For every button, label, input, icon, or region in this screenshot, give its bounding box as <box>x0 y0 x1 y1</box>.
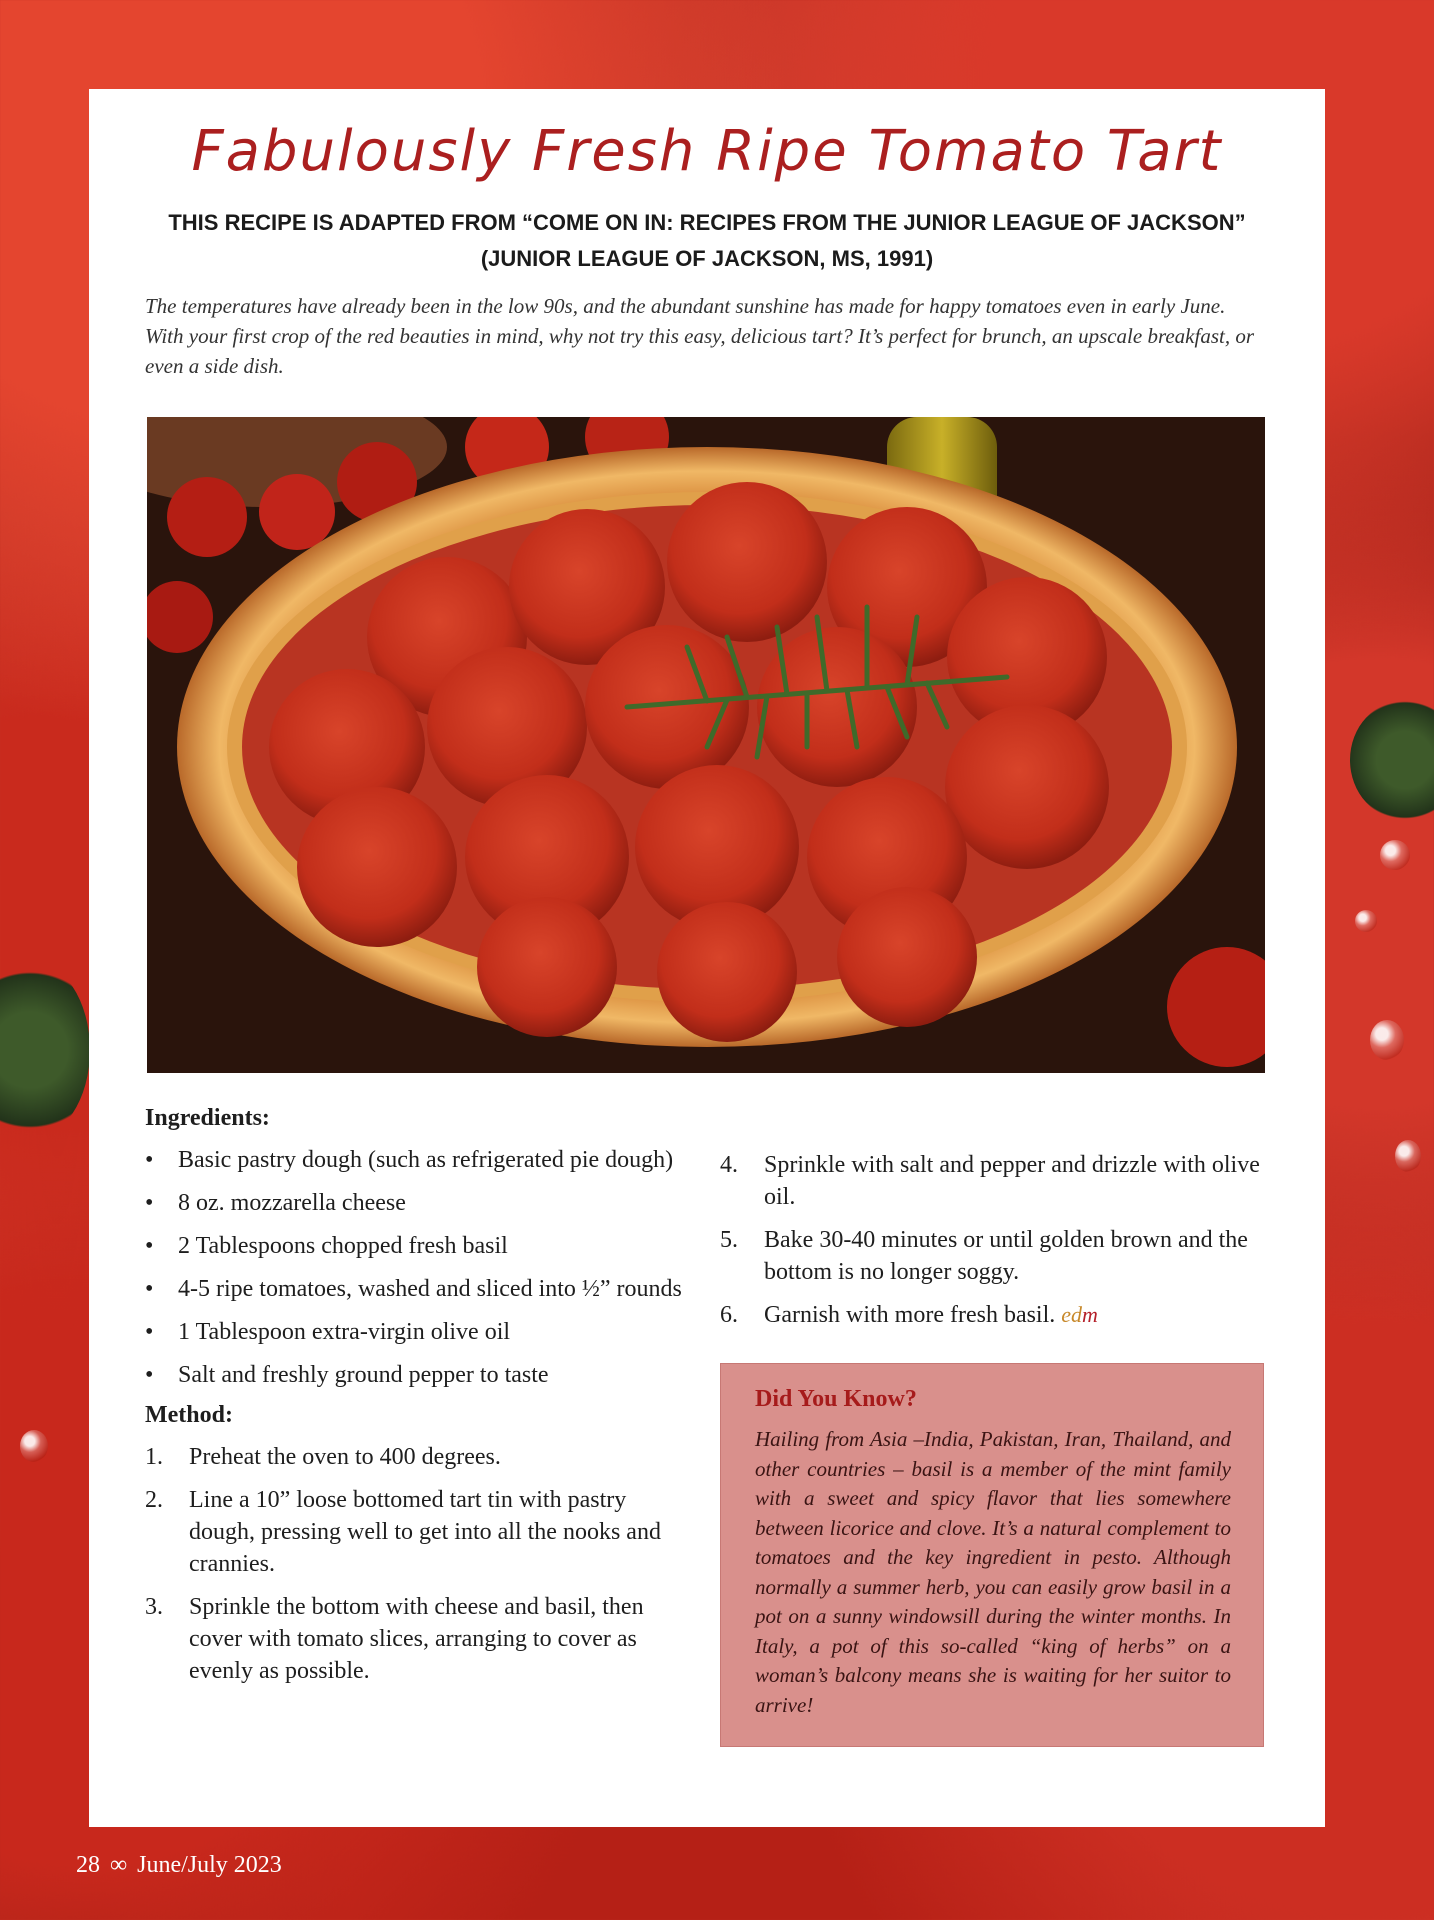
editor-signoff: edm <box>1061 1302 1098 1327</box>
bullet-icon: • <box>145 1362 154 1388</box>
ingredient-item: • 8 oz. mozzarella cheese <box>145 1187 685 1219</box>
ingredient-item: • 2 Tablespoons chopped fresh basil <box>145 1230 685 1262</box>
ingredient-item: • Basic pastry dough (such as refrigerated pie dough) <box>145 1144 685 1176</box>
background-stem-left <box>0 960 90 1140</box>
bullet-icon: • <box>145 1319 154 1345</box>
did-you-know-callout <box>720 1363 1264 1747</box>
ingredient-item: • 1 Tablespoon extra-virgin olive oil <box>145 1316 685 1348</box>
left-column <box>145 1105 685 1698</box>
did-you-know-body: Hailing from Asia –India, Pakistan, Iran, Thailand, and other countries – basil is a member of the mint family with a sweet and spicy flavor that lies somewhere between licorice and clove. It’s a natural complement to tomatoes and the key ingredient in pesto. Although normally a summer herb, you can easily grow basil in a pot on a sunny windowsill during the winter months. In Italy, a pot of this so-called “king of herbs” on a woman’s balcony means she is waiting for her suitor to arrive! <box>755 1427 1231 1717</box>
method-step: 6. Garnish with more fresh basil. edm <box>720 1299 1268 1331</box>
method-step: 5. Bake 30-40 minutes or until golden brown and the bottom is no longer soggy. <box>720 1224 1268 1288</box>
infinity-ornament-icon: ∞ <box>110 1852 128 1878</box>
step-number: 5. <box>720 1227 738 1253</box>
method-step: 3. Sprinkle the bottom with cheese and basil, then cover with tomato slices, arranging to cover as evenly as possible. <box>145 1591 685 1687</box>
page-footer <box>76 1852 282 1879</box>
recipe-title: Fabulously Fresh Ripe Tomato Tart <box>191 119 1223 184</box>
step-number: 4. <box>720 1152 738 1178</box>
recipe-card <box>89 89 1325 1827</box>
method-step: 4. Sprinkle with salt and pepper and drizzle with olive oil. <box>720 1149 1268 1213</box>
bullet-icon: • <box>145 1233 154 1259</box>
issue-date: June/July 2023 <box>137 1852 282 1878</box>
background-droplet <box>20 1430 48 1462</box>
method-steps-right <box>720 1149 1268 1331</box>
step-number: 2. <box>145 1487 163 1513</box>
recipe-source-line: THIS RECIPE IS ADAPTED FROM “COME ON IN: RECIPES FROM THE JUNIOR LEAGUE OF JACKSON” <box>168 210 1246 235</box>
recipe-intro: The temperatures have already been in the low 90s, and the abundant sunshine has made for happy tomatoes even in early June. With your first crop of the red beauties in mind, why not try this easy, delicious tart? It’s perfect for brunch, an upscale breakfast, or even a side dish. <box>145 294 1255 378</box>
background-droplet <box>1380 840 1410 870</box>
method-steps-left <box>145 1441 685 1687</box>
ingredients-heading: Ingredients: <box>145 1105 270 1131</box>
tomato-tart-photo <box>147 417 1265 1073</box>
tomato-tart-illustration <box>147 417 1265 1073</box>
step-number: 1. <box>145 1444 163 1470</box>
recipe-source-line: (JUNIOR LEAGUE OF JACKSON, MS, 1991) <box>480 246 934 271</box>
ingredients-list <box>145 1144 685 1391</box>
step-number: 6. <box>720 1302 738 1328</box>
page-number: 28 <box>76 1852 100 1878</box>
did-you-know-title: Did You Know? <box>755 1386 917 1412</box>
recipe-source <box>149 205 1265 277</box>
bullet-icon: • <box>145 1147 154 1173</box>
step-number: 3. <box>145 1594 163 1620</box>
background-stem-right <box>1350 700 1434 820</box>
ingredient-item: • Salt and freshly ground pepper to taste <box>145 1359 685 1391</box>
right-column <box>720 1149 1268 1342</box>
background-droplet <box>1355 910 1377 932</box>
method-step: 1. Preheat the oven to 400 degrees. <box>145 1441 685 1473</box>
ingredient-item: • 4-5 ripe tomatoes, washed and sliced into ½” rounds <box>145 1273 685 1305</box>
background-droplet <box>1370 1020 1404 1060</box>
method-heading: Method: <box>145 1402 233 1428</box>
method-step: 2. Line a 10” loose bottomed tart tin with pastry dough, pressing well to get into all the nooks and crannies. <box>145 1484 685 1580</box>
bullet-icon: • <box>145 1190 154 1216</box>
bullet-icon: • <box>145 1276 154 1302</box>
background-droplet <box>1395 1140 1421 1172</box>
